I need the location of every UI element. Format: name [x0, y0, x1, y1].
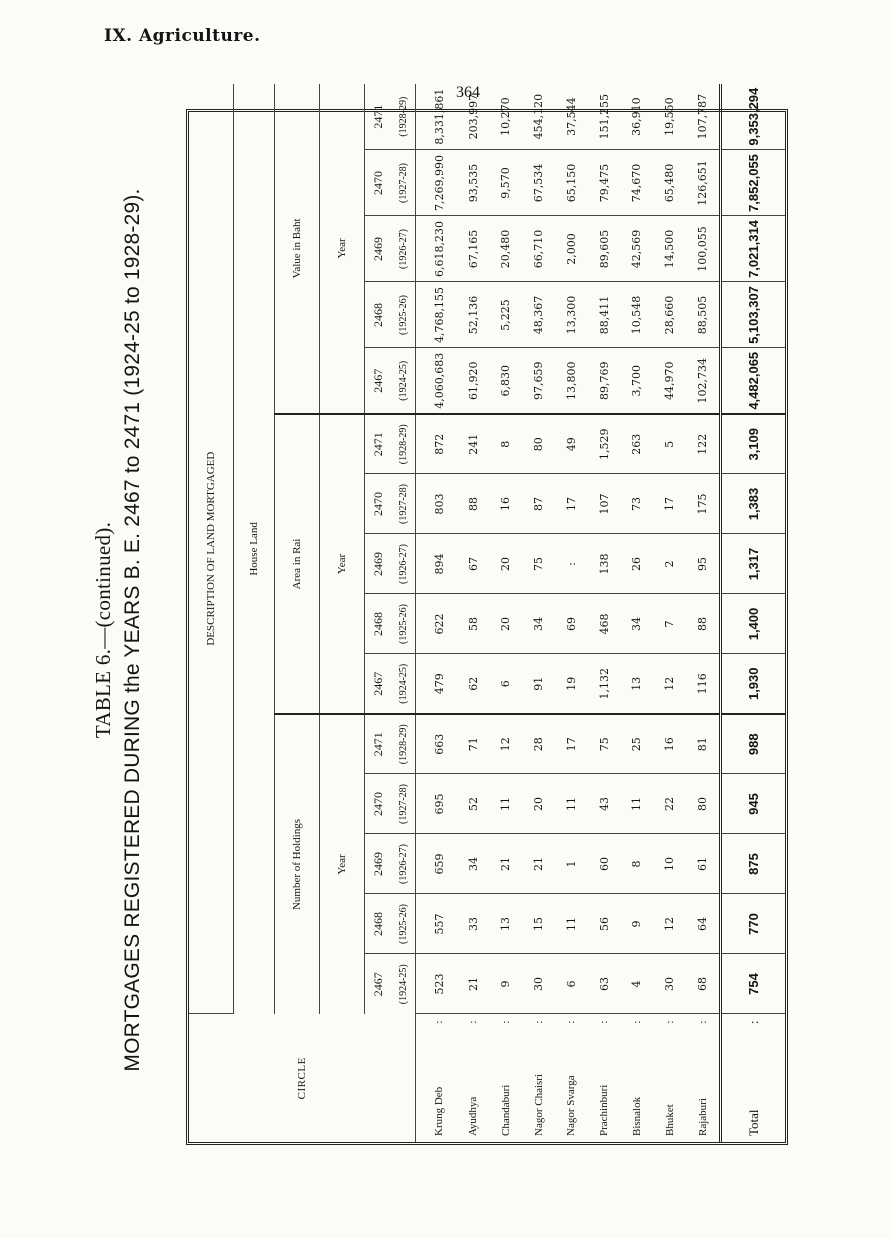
holdings-cell: 56 [588, 894, 621, 954]
area-cell: 116 [686, 654, 721, 714]
table-body [416, 84, 721, 1142]
area-cell: 872 [416, 414, 457, 474]
leader-dots: : [598, 1020, 611, 1024]
holdings-cell: 68 [686, 954, 721, 1014]
table-row [588, 84, 621, 1142]
circle-name [555, 1014, 588, 1142]
ad-year-row [391, 84, 416, 1142]
circle-header: CIRCLE [189, 1014, 416, 1142]
area-cell: 8 [489, 414, 522, 474]
holdings-cell: 71 [457, 714, 490, 774]
holdings-cell: 20 [522, 774, 555, 834]
holdings-cell: 22 [653, 774, 686, 834]
value-cell: 79,475 [588, 150, 621, 216]
holdings-cell: 75 [588, 714, 621, 774]
holdings-cell: 30 [653, 954, 686, 1014]
holdings-cell: 28 [522, 714, 555, 774]
year-be: 2467 [365, 348, 392, 414]
table-row [621, 84, 654, 1142]
holdings-cell: 10 [653, 834, 686, 894]
value-cell: 5,225 [489, 282, 522, 348]
leader-dots: : [532, 1020, 545, 1024]
value-cell: 4,482,065 [721, 348, 785, 414]
value-cell: 7,269,990 [416, 150, 457, 216]
year-be: 2467 [370, 972, 385, 997]
holdings-cell: 8 [621, 834, 654, 894]
year-be: 2470 [365, 150, 392, 216]
year-ad: (1928-29) [391, 414, 416, 474]
area-cell: 17 [653, 474, 686, 534]
year-ad: (1927-28) [391, 150, 416, 216]
holdings-cell: 80 [686, 774, 721, 834]
circle-name [588, 1014, 621, 1142]
year-ad: (1927-28) [391, 474, 416, 534]
holdings-group-header: Number of Holdings [275, 714, 320, 1014]
value-cell: 93,535 [457, 150, 490, 216]
year-ad: (1926-27) [391, 834, 416, 894]
area-cell: 894 [416, 534, 457, 594]
year-be: 2471 [365, 84, 392, 150]
year-be: 2468 [365, 894, 392, 954]
holdings-cell: 15 [522, 894, 555, 954]
circle-label: Total [745, 1109, 761, 1136]
table-row [416, 84, 457, 1142]
year-be: 2470 [365, 774, 392, 834]
value-cell: 3,700 [621, 348, 654, 414]
area-cell: 26 [621, 534, 654, 594]
circle-name [621, 1014, 654, 1142]
running-head: IX. Agriculture. [104, 26, 261, 46]
circle-label: Bhuket [663, 1104, 676, 1136]
value-cell: 6,618,230 [416, 216, 457, 282]
area-cell: 1,132 [588, 654, 621, 714]
leader-dots: : [630, 1020, 643, 1024]
value-cell: 14,500 [653, 216, 686, 282]
value-cell: 28,660 [653, 282, 686, 348]
holdings-cell: 12 [489, 714, 522, 774]
area-cell: 1,529 [588, 414, 621, 474]
value-cell: 7,021,314 [721, 216, 785, 282]
circle-label: Chandaburi [499, 1084, 512, 1136]
value-cell: 6,830 [489, 348, 522, 414]
year-ad: (1924-25) [391, 954, 416, 1014]
value-cell: 454,120 [522, 84, 555, 150]
holdings-cell: 988 [721, 714, 785, 774]
circle-name [416, 1014, 457, 1142]
holdings-cell: 557 [416, 894, 457, 954]
value-cell: 65,480 [653, 150, 686, 216]
description-header: DESCRIPTION OF LAND MORTGAGED [189, 84, 234, 1014]
holdings-cell: 11 [489, 774, 522, 834]
value-cell: 97,659 [522, 348, 555, 414]
year-be: 2467 [365, 654, 392, 714]
year-ad: (1928-29) [391, 714, 416, 774]
holdings-cell: 21 [489, 834, 522, 894]
value-cell: 74,670 [621, 150, 654, 216]
value-cell: 2,000 [555, 216, 588, 282]
holdings-cell: 16 [653, 714, 686, 774]
table-row [653, 84, 686, 1142]
holdings-cell: 60 [588, 834, 621, 894]
value-cell: 61,920 [457, 348, 490, 414]
leader-dots: : [433, 1020, 446, 1024]
holdings-cell: 770 [721, 894, 785, 954]
holdings-cell: 17 [555, 714, 588, 774]
value-cell: 203,997 [457, 84, 490, 150]
holdings-cell: 1 [555, 834, 588, 894]
value-cell: 44,970 [653, 348, 686, 414]
area-cell: : [555, 534, 588, 594]
value-cell: 88,411 [588, 282, 621, 348]
area-cell: 91 [522, 654, 555, 714]
circle-label: Krung Deb [433, 1086, 446, 1136]
area-cell: 16 [489, 474, 522, 534]
area-cell: 5 [653, 414, 686, 474]
value-cell: 13,800 [555, 348, 588, 414]
holdings-cell: 34 [457, 834, 490, 894]
holdings-cell: 25 [621, 714, 654, 774]
holdings-cell: 12 [653, 894, 686, 954]
area-cell: 241 [457, 414, 490, 474]
circle-label: Nagor Chaisri [532, 1073, 545, 1136]
year-ad: (1926-27) [391, 534, 416, 594]
area-cell: 468 [588, 594, 621, 654]
year-be: 2469 [365, 534, 392, 594]
area-cell: 20 [489, 534, 522, 594]
total-row [721, 84, 785, 1142]
area-cell: 69 [555, 594, 588, 654]
area-cell: 3,109 [721, 414, 785, 474]
holdings-cell: 6 [555, 954, 588, 1014]
value-cell: 20,480 [489, 216, 522, 282]
holdings-cell: 21 [522, 834, 555, 894]
holdings-cell: 9 [489, 954, 522, 1014]
table-total [721, 84, 785, 1142]
holdings-cell: 523 [416, 954, 457, 1014]
circle-name [457, 1014, 490, 1142]
leader-dots: : [663, 1020, 676, 1024]
value-cell: 67,165 [457, 216, 490, 282]
area-cell: 67 [457, 534, 490, 594]
year-be: 2468 [365, 282, 392, 348]
holdings-cell: 33 [457, 894, 490, 954]
area-cell: 87 [522, 474, 555, 534]
holdings-cell: 659 [416, 834, 457, 894]
area-cell: 19 [555, 654, 588, 714]
holdings-cell: 63 [588, 954, 621, 1014]
area-cell: 49 [555, 414, 588, 474]
value-cell: 126,651 [686, 150, 721, 216]
area-cell: 263 [621, 414, 654, 474]
area-cell: 622 [416, 594, 457, 654]
area-cell: 1,930 [721, 654, 785, 714]
value-year-label: Year [320, 84, 365, 414]
area-cell: 1,317 [721, 534, 785, 594]
holdings-cell: 11 [555, 774, 588, 834]
area-cell: 1,383 [721, 474, 785, 534]
table-row [555, 84, 588, 1142]
value-cell: 13,300 [555, 282, 588, 348]
value-cell: 9,570 [489, 150, 522, 216]
value-cell: 10,548 [621, 282, 654, 348]
year-ad: (1925-26) [391, 594, 416, 654]
area-cell: 95 [686, 534, 721, 594]
year-be: 2468 [365, 594, 392, 654]
area-cell: 75 [522, 534, 555, 594]
area-cell: 479 [416, 654, 457, 714]
holdings-cell: 754 [721, 954, 785, 1014]
leader-dots: : [565, 1020, 578, 1024]
value-cell: 52,136 [457, 282, 490, 348]
holdings-cell: 663 [416, 714, 457, 774]
holdings-cell: 875 [721, 834, 785, 894]
area-cell: 80 [522, 414, 555, 474]
total-label [721, 1014, 785, 1142]
year-ad: (1925-26) [391, 282, 416, 348]
value-cell: 36,910 [621, 84, 654, 150]
value-cell: 10,270 [489, 84, 522, 150]
holdings-cell: 61 [686, 834, 721, 894]
holdings-cell: 52 [457, 774, 490, 834]
area-cell: 13 [621, 654, 654, 714]
circle-name [653, 1014, 686, 1142]
year-ad: (1924-25) [391, 348, 416, 414]
year-ad: (1925-26) [391, 894, 416, 954]
area-cell: 20 [489, 594, 522, 654]
value-group-header: Value in Baht [275, 84, 320, 414]
area-cell: 6 [489, 654, 522, 714]
leader-dots: : [696, 1020, 709, 1024]
table-row [489, 84, 522, 1142]
circle-label: Bisnalok [630, 1096, 643, 1136]
year-ad: (1926-27) [391, 216, 416, 282]
area-group-header: Area in Rai [275, 414, 320, 714]
holdings-year-label: Year [320, 714, 365, 1014]
area-cell: 138 [588, 534, 621, 594]
area-cell: 17 [555, 474, 588, 534]
table-caption-title: MORTGAGES REGISTERED DURING the YEARS B. E. 2467 to 2471 (1924-25 to 1928-29). [121, 188, 144, 1072]
area-cell: 88 [457, 474, 490, 534]
value-cell: 5,103,307 [721, 282, 785, 348]
area-cell: 34 [621, 594, 654, 654]
value-cell: 9,353,294 [721, 84, 785, 150]
value-cell: 37,544 [555, 84, 588, 150]
circle-name [686, 1014, 721, 1142]
area-cell: 122 [686, 414, 721, 474]
value-cell: 42,569 [621, 216, 654, 282]
value-cell: 66,710 [522, 216, 555, 282]
circle-label: Prachinburi [598, 1084, 611, 1136]
table-caption-number: TABLE 6.—(continued). [91, 521, 115, 739]
holdings-cell: 30 [522, 954, 555, 1014]
holdings-cell: 11 [555, 894, 588, 954]
value-cell: 65,150 [555, 150, 588, 216]
year-be: 2471 [365, 714, 392, 774]
year-ad: (1924-25) [391, 654, 416, 714]
value-cell: 102,734 [686, 348, 721, 414]
year-be: 2469 [365, 216, 392, 282]
value-cell: 8,331,861 [416, 84, 457, 150]
area-cell: 58 [457, 594, 490, 654]
area-year-label: Year [320, 414, 365, 714]
area-cell: 175 [686, 474, 721, 534]
area-cell: 88 [686, 594, 721, 654]
area-cell: 1,400 [721, 594, 785, 654]
holdings-cell: 21 [457, 954, 490, 1014]
holdings-cell: 81 [686, 714, 721, 774]
holdings-cell: 4 [621, 954, 654, 1014]
table-row [522, 84, 555, 1142]
year-be: 2470 [365, 474, 392, 534]
area-cell: 7 [653, 594, 686, 654]
area-cell: 34 [522, 594, 555, 654]
value-cell: 4,768,155 [416, 282, 457, 348]
year-be: 2469 [365, 834, 392, 894]
value-cell: 107,787 [686, 84, 721, 150]
value-cell: 7,852,055 [721, 150, 785, 216]
be-year-row [365, 84, 392, 1142]
leader-dots: : [745, 1020, 761, 1025]
area-cell: 2 [653, 534, 686, 594]
circle-label: Rajaburi [696, 1098, 709, 1136]
circle-name [489, 1014, 522, 1142]
holdings-cell: 13 [489, 894, 522, 954]
house-land-header: House Land [234, 84, 275, 1014]
circle-label: Ayudhya [467, 1096, 480, 1136]
year-ad: (1927-28) [391, 774, 416, 834]
value-cell: 100,055 [686, 216, 721, 282]
area-cell: 803 [416, 474, 457, 534]
holdings-cell: 9 [621, 894, 654, 954]
value-cell: 4,060,683 [416, 348, 457, 414]
value-cell: 89,769 [588, 348, 621, 414]
value-cell: 48,367 [522, 282, 555, 348]
circle-label: Nagor Svarga [565, 1075, 578, 1136]
table-row [686, 84, 721, 1142]
value-cell: 19,550 [653, 84, 686, 150]
leader-dots: : [499, 1020, 512, 1024]
value-cell: 151,255 [588, 84, 621, 150]
value-cell: 88,505 [686, 282, 721, 348]
value-cell: 67,534 [522, 150, 555, 216]
holdings-cell: 64 [686, 894, 721, 954]
table-row [457, 84, 490, 1142]
year-ad: (1928-29) [391, 84, 416, 150]
holdings-cell: 945 [721, 774, 785, 834]
year-be: 2471 [365, 414, 392, 474]
holdings-cell: 43 [588, 774, 621, 834]
holdings-cell: 11 [621, 774, 654, 834]
area-cell: 107 [588, 474, 621, 534]
value-cell: 89,605 [588, 216, 621, 282]
circle-name [522, 1014, 555, 1142]
area-cell: 12 [653, 654, 686, 714]
area-cell: 73 [621, 474, 654, 534]
holdings-cell: 695 [416, 774, 457, 834]
area-cell: 62 [457, 654, 490, 714]
page-number: 364 [456, 84, 480, 101]
leader-dots: : [467, 1020, 480, 1024]
